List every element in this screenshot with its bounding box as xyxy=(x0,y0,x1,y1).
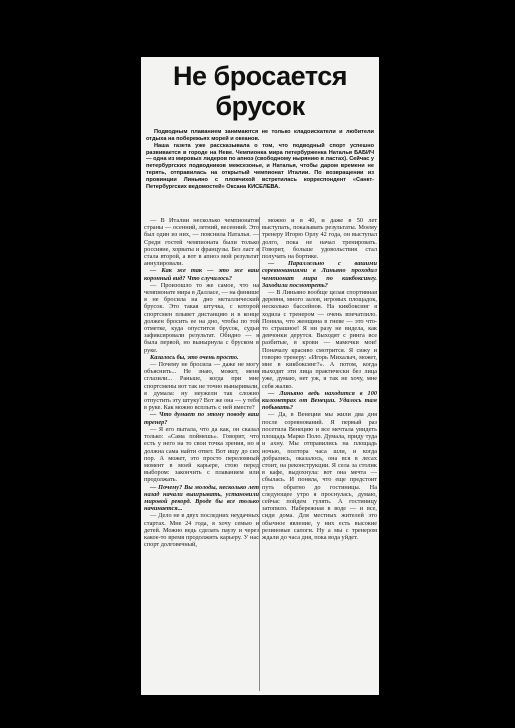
interview-answer: — В Линьяно вообще целая спортивная деревня, много залов, игровых площадок, несколько бассейнов. На кикбоксинг я ходила с тренером — очень впечатлило. Поняла, что женщина в гневе — это что-то страшное! Я ни разу не видела, как девчонки дерутся. Выходят с ринга все разбитые, в крови — мамочки мои! Поначалу красиво смотрится. Я сижу и говорю тренеру: «Игорь Михалыч, может, мне в кикбоксинг?». А потом, когда выходят эти лица практически без лица уже, думаю, нет уж, я так не хочу, мне себя жалко. xyxy=(262,289,377,390)
interview-answer: — Да, в Венеции мы жили два дня после соревнований. Я первый раз посетила Венецию и все мечтала увидеть площадь Марко Поло. Думала, приду туда и ахну. Мы отправились на площадь ночью, полтора часа шли, и когда добрались, оказалось, она вся в лесах стоит, на реконструкции. Я села за столик в кафе, выдохнула: вот она мечта — сбылась. И поняла, что еще предстоит путь обратно до гостиницы. На следующее утро я проснулась, думаю, сейчас пойдем гулять. А гостиницу затопило. Набережная в воде — и все, сиди дома. Для местных жителей это обычное явление, у них есть высокие резиновые сапоги. Ну а мы с тренером ждали до часа дня, пока вода уйдет. xyxy=(262,411,377,541)
interview-answer: — В Италии несколько чемпионатов страны — осенний, летний, весенний. Это был один из них, — пояснила Наталья. — Среди гостей чемпионата были только россияне, хорваты и французы. Без ласт я стала второй, а вот в апноэ мой результат аннулировали. xyxy=(144,217,259,268)
interview-answer: — Произошло то же самое, что на чемпионате мира в Далласе, — на финише я не бросила на дно металлический брусок. Это такая штучка, с которой спортсмен плывет дистанцию и в конце должен бросить ее на дно, чтобы по той отметке, куда опустится брусок, судьи зафиксировали результат. Обидно — я была первой, но вынырнула с бруском в руке. xyxy=(144,281,259,354)
interview-answer: — Почему не бросила — даже не могу объяснить... Не знаю, может, меня сглазили... Раньше, когда при мне спортсмены вот так не точно выныривали, я думала: ну неужели так сложно отпустить эту штуку? Вот же она — у тебя в руке. Как можно всплыть с ней вместе? xyxy=(144,361,259,412)
headline-line-2: брусок xyxy=(215,91,305,121)
interview-question: — Линьяно ведь находится в 100 километрах от Венеции. Удалось там побывать? xyxy=(262,389,377,412)
interview-answer: — Я его пытала, что да как, он сказал только: «Сама поймешь». Говорит, что есть у него на то свои точка зрения, но я должна сама найти ответ. Вот ищу до сих пор. А может, это просто переломный момент в моей карьере, стою перед выбором: закончить с плаванием или продолжать. xyxy=(144,425,259,484)
interview-question: — Почему? Вы молоды, несколько лет назад начали выигрывать, установили мировой рекорд. Вроде бы все только начинается... xyxy=(144,483,259,513)
right-column xyxy=(262,217,377,691)
interview-question: — Параллельно с вашими соревнованиями в Линьяно проходил чемпионат мира по кикбоксингу. Заходили посмотреть? xyxy=(262,260,377,289)
column-divider xyxy=(259,217,260,691)
interview-question: — Что думает по этому поводу ваш тренер? xyxy=(144,411,259,426)
newspaper-clipping xyxy=(141,57,379,695)
lead-sentence: Наша газета уже рассказывала о том, что подводный спорт успешно развивается в городе на Неве. Чемпионка мира петербурженка Наталья БАБИЧ — одна из мировых лидеров по апноэ (свободному нырянию в ластах). Сейчас у петербургских подводников межсезонье, и Наталья, чтобы даром времени не терять, отправилась на открытый чемпионат Италии. По возвращении из провинции Линьяно с пловчихой встретилась корреспондент «Санкт-Петербургских ведомостей» Оксана КИСЕЛЕВА. xyxy=(146,142,374,190)
headline-line-1: Не бросается xyxy=(173,61,347,91)
lead-sentence: Подводным плаванием занимаются не только кладоискатели и любители отдыха на побережьях морей и океанов. xyxy=(146,129,374,142)
interview-answer: — Дело не в двух последних неудачных стартах. Мне 24 года, я хочу семью и детей. Можно ведь сделать паузу и через какое-то время продолжить карьеру. У нас спорт долговечный, xyxy=(144,512,259,549)
interview-question: Казалось бы, это очень просто. xyxy=(150,353,239,361)
interview-answer: можно и в 40, и даже в 50 лет выступать, показывать результаты. Моему тренеру Игорю Орлу 42 года, он выступал долго, пока не начал тренировать. Говорит, больше удовольствия стал получать на бортике. xyxy=(262,217,377,261)
left-column xyxy=(144,217,259,691)
interview-question: — Как же так — это же ваш коронный вид? Что случилось? xyxy=(144,267,259,282)
